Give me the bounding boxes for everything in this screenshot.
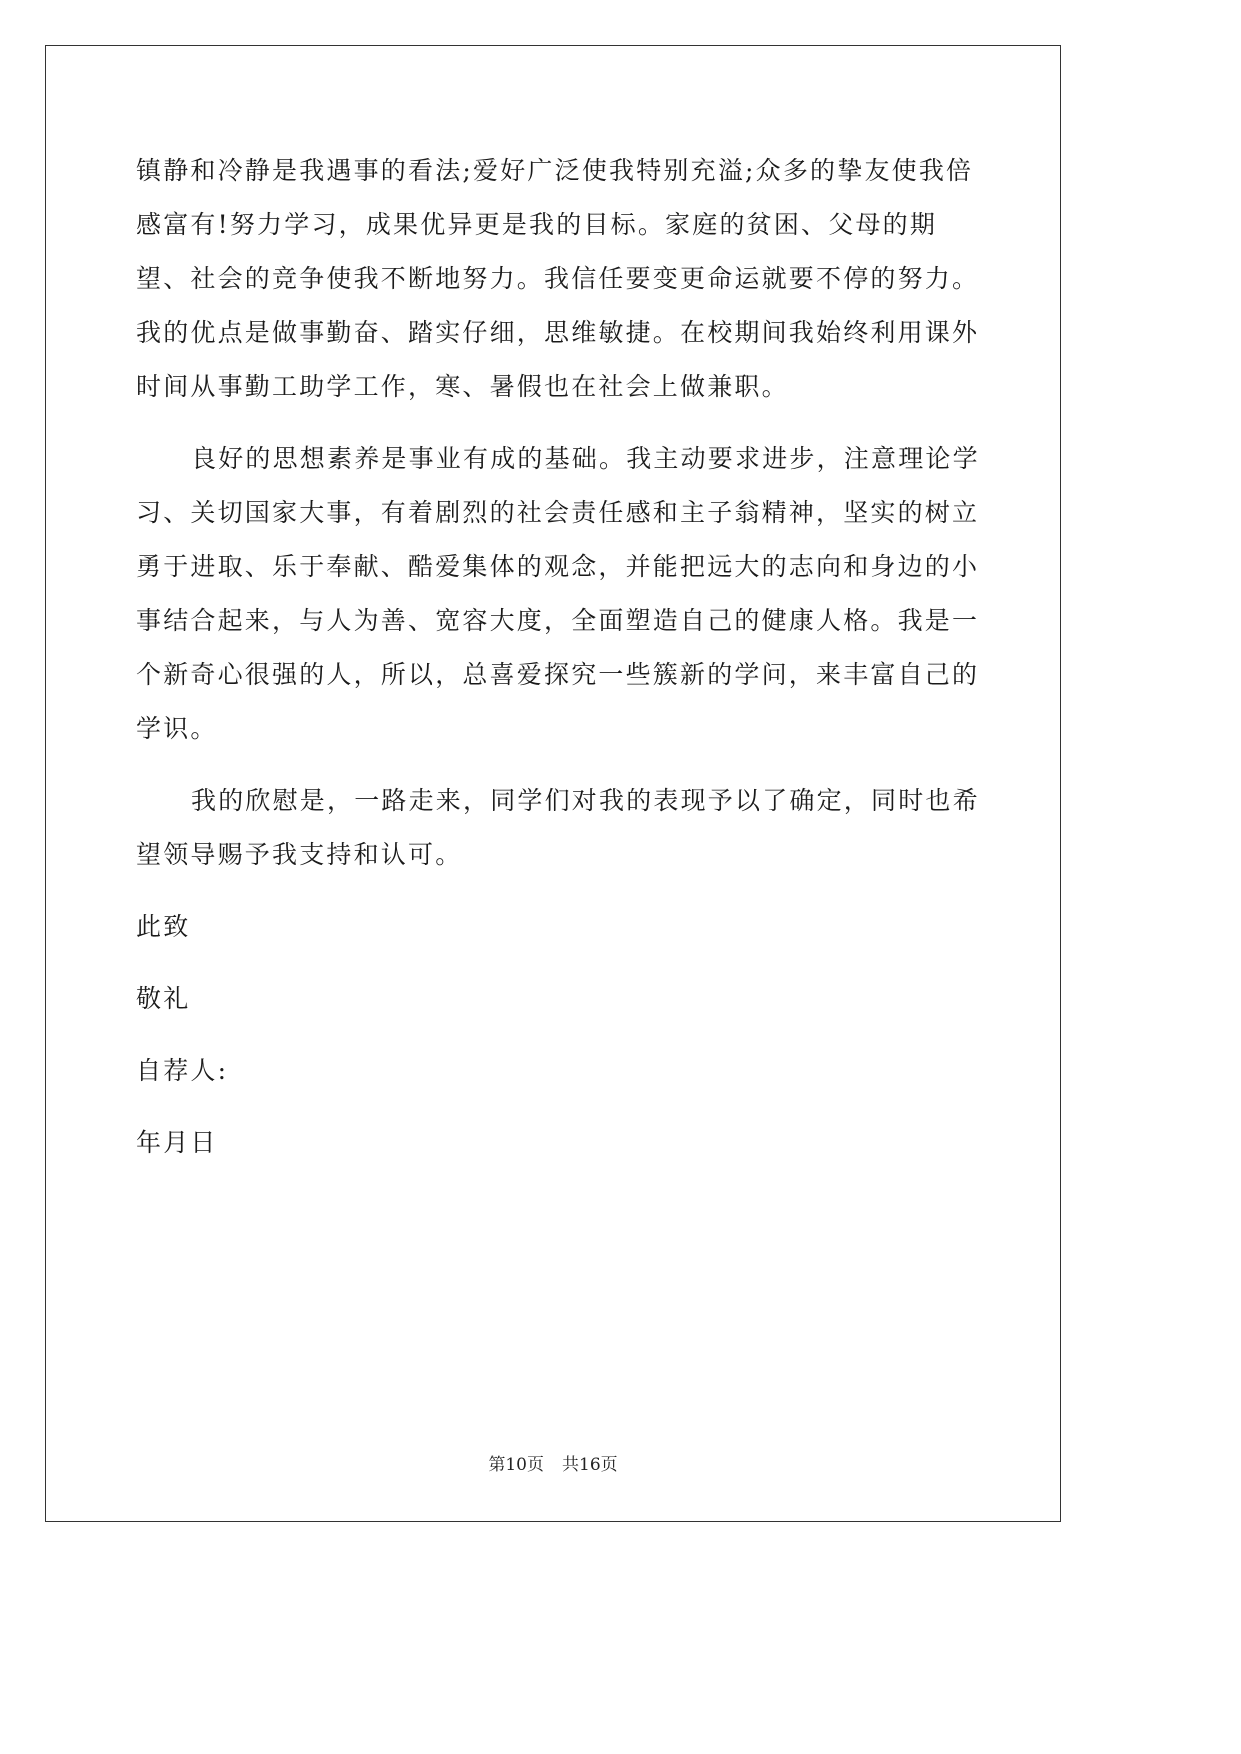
letter-body (136, 144, 986, 1170)
paragraph-1: 镇静和冷静是我遇事的看法;爱好广泛使我特别充溢;众多的挚友使我倍感富有!努力学习，成果优异更是我的目标。家庭的贫困、父母的期望、社会的竞争使我不断地努力。我信任要变更命运就要不停的努力。我的优点是做事勤奋、踏实仔细，思维敏捷。在校期间我始终利用课外时间从事勤工助学工作，寒、暑假也在社会上做兼职。 (136, 156, 980, 401)
page-number-current: 第10页 (488, 1455, 544, 1475)
date-label: 年月日 (136, 1128, 218, 1157)
salutation: 敬礼 (136, 984, 191, 1013)
paragraph-3: 我的欣慰是，一路走来，同学们对我的表现予以了确定，同时也希望领导赐予我支持和认可。 (136, 786, 980, 869)
paragraph-2: 良好的思想素养是事业有成的基础。我主动要求进步，注意理论学习、关切国家大事，有着剧烈的社会责任感和主子翁精神，坚实的树立勇于进取、乐于奉献、酷爱集体的观念，并能把远大的志向和身边的小事结合起来，与人为善、宽容大度，全面塑造自己的健康人格。我是一个新奇心很强的人，所以，总喜爱探究一些簇新的学问，来丰富自己的学识。 (136, 444, 980, 743)
page-number-total: 共16页 (562, 1455, 618, 1475)
page-footer (0, 1450, 1106, 1475)
signature-label: 自荐人: (136, 1056, 229, 1085)
closing-phrase: 此致 (136, 912, 191, 941)
